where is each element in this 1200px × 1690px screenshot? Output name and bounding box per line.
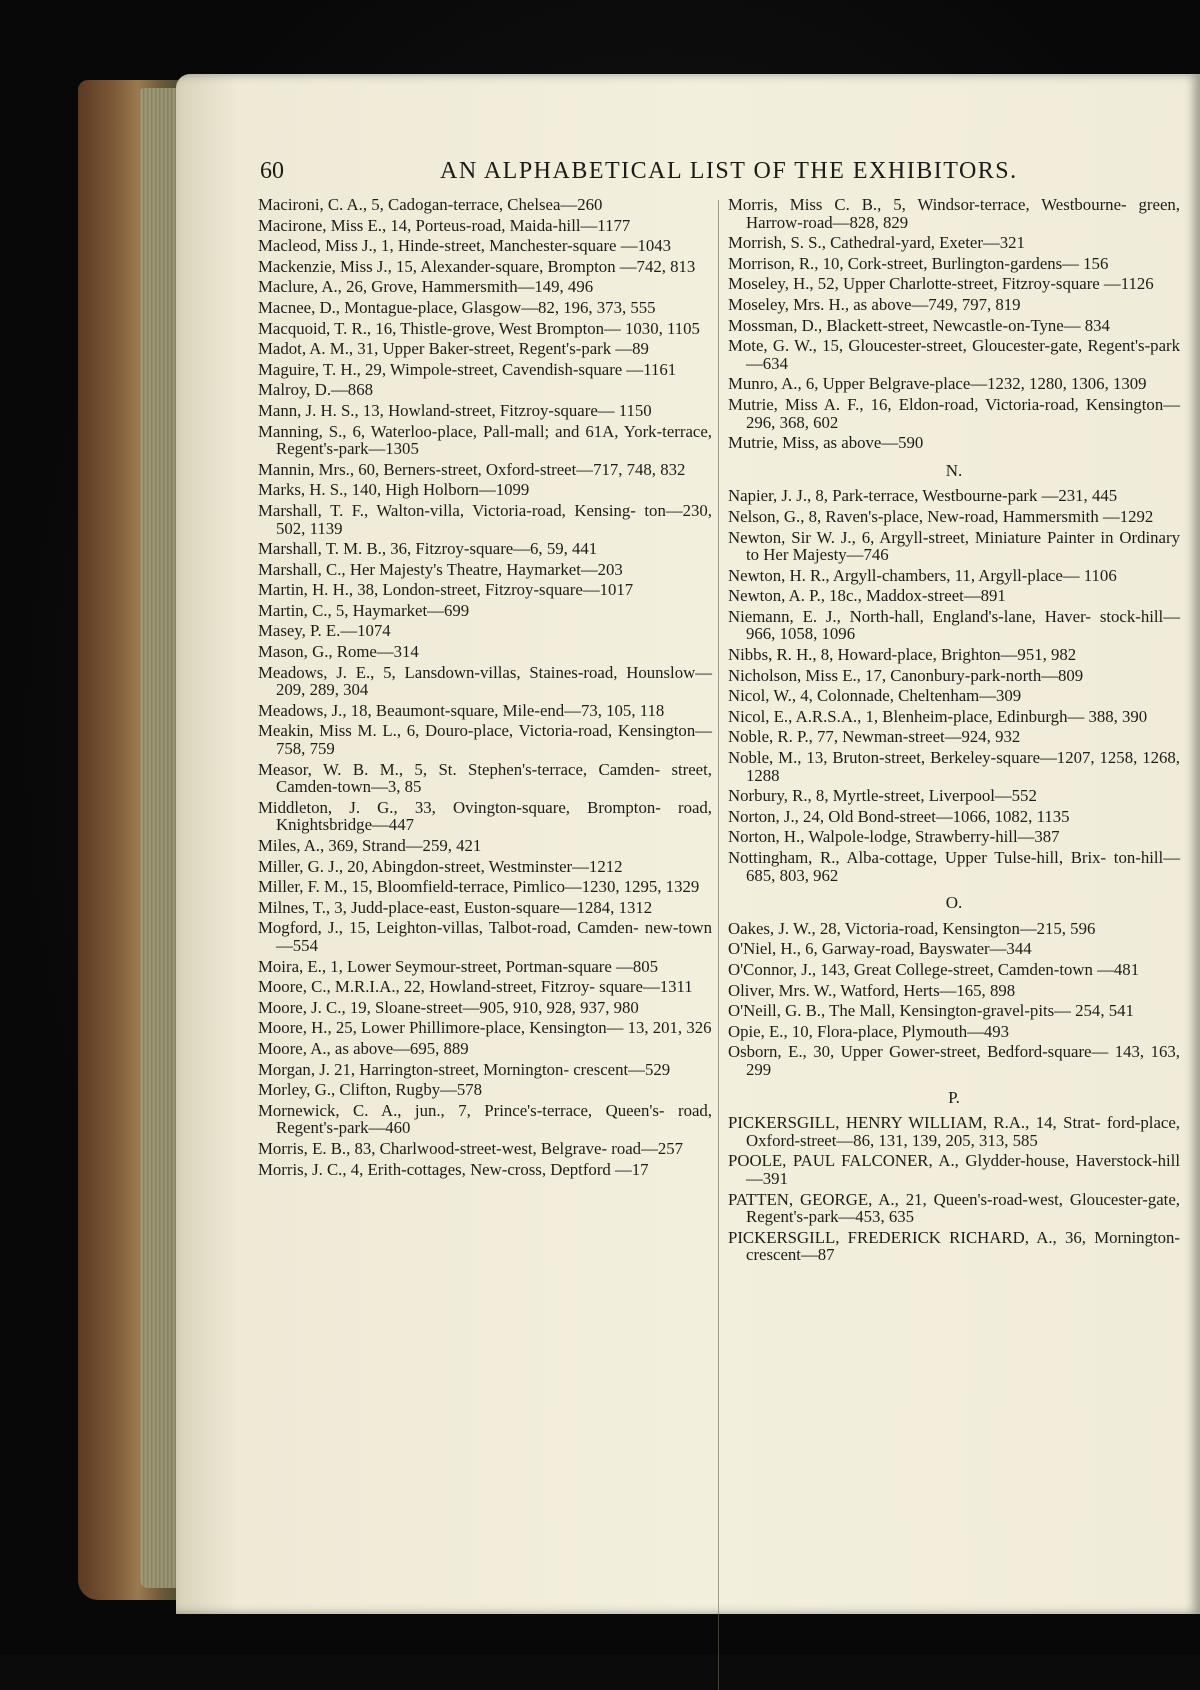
exhibitor-entry: Mann, J. H. S., 13, Howland-street, Fitzroy-square— 1150 (258, 400, 652, 420)
exhibitor-entry: Marshall, T. F., Walton-villa, Victoria-road, Kensing- ton—230, 502, 1139 (258, 500, 712, 538)
exhibitor-entry: Miller, G. J., 20, Abingdon-street, Westminster—1212 (258, 856, 623, 876)
exhibitor-entry: Nelson, G., 8, Raven's-place, New-road, Hammersmith —1292 (728, 506, 1154, 526)
exhibitor-entry: Morris, E. B., 83, Charlwood-street-west, Belgrave- road—257 (258, 1138, 684, 1158)
exhibitor-entry: Nicol, E., A.R.S.A., 1, Blenheim-place, Edinburgh— 388, 390 (728, 706, 1148, 726)
exhibitor-entry: Oakes, J. W., 28, Victoria-road, Kensington—215, 596 (728, 918, 1096, 938)
exhibitor-entry: Moseley, Mrs. H., as above—749, 797, 819 (728, 294, 1021, 314)
exhibitor-entry: Miller, F. M., 15, Bloomfield-terrace, Pimlico—1230, 1295, 1329 (258, 877, 700, 897)
section-letter: O. (945, 893, 963, 913)
exhibitor-entry: PICKERSGILL, HENRY WILLIAM, R.A., 14, Strat- ford-place, Oxford-street—86, 131, 139, 205, 313, 585 (728, 1113, 1180, 1150)
exhibitor-entry: Noble, R. P., 77, Newman-street—924, 932 (728, 727, 1021, 747)
exhibitor-entry: Osborn, E., 30, Upper Gower-street, Bedford-square— 143, 163, 299 (728, 1042, 1180, 1079)
exhibitor-entry: Macironi, C. A., 5, Cadogan-terrace, Chelsea—260 (258, 195, 603, 214)
exhibitor-entry: O'Neill, G. B., The Mall, Kensington-gravel-pits— 254, 541 (728, 1001, 1134, 1021)
page-header (260, 158, 1020, 192)
exhibitor-entry: Norton, H., Walpole-lodge, Strawberry-hill—387 (728, 827, 1060, 847)
exhibitor-entry: Masey, P. E.—1074 (258, 621, 391, 641)
exhibitor-entry: POOLE, PAUL FALCONER, A., Glydder-house, Haverstock-hill—391 (728, 1151, 1180, 1188)
page-stack-edges (140, 88, 180, 1588)
exhibitor-entry: Newton, H. R., Argyll-chambers, 11, Argyll-place— 1106 (728, 565, 1117, 585)
exhibitor-entry: Morrison, R., 10, Cork-street, Burlington-gardens— 156 (728, 253, 1109, 273)
exhibitor-entry: Measor, W. B. M., 5, St. Stephen's-terrace, Camden- street, Camden-town—3, 85 (258, 759, 712, 797)
section-letter: P. (948, 1087, 960, 1107)
right-column (728, 196, 1180, 1267)
exhibitor-entry: Opie, E., 10, Flora-place, Plymouth—493 (728, 1021, 1010, 1041)
exhibitor-entry: Oliver, Mrs. W., Watford, Herts—165, 898 (728, 980, 1016, 1000)
exhibitor-entry: Mornewick, C. A., jun., 7, Prince's-terrace, Queen's- road, Regent's-park—460 (258, 1100, 712, 1138)
column-divider (718, 200, 719, 1690)
exhibitor-entry: Middleton, J. G., 33, Ovington-square, Brompton- road, Knightsbridge—447 (258, 797, 712, 835)
exhibitor-entry: Moore, J. C., 19, Sloane-street—905, 910, 928, 937, 980 (258, 997, 639, 1017)
exhibitor-entry: Mutrie, Miss A. F., 16, Eldon-road, Victoria-road, Kensington—296, 368, 602 (728, 394, 1180, 432)
exhibitor-entry: Martin, C., 5, Haymarket—699 (258, 600, 470, 620)
exhibitor-entry: Napier, J. J., 8, Park-terrace, Westbourne-park —231, 445 (728, 486, 1118, 506)
exhibitor-entry: Macleod, Miss J., 1, Hinde-street, Manchester-square —1043 (258, 236, 672, 256)
exhibitor-entry: Norton, J., 24, Old Bond-street—1066, 1082, 1135 (728, 806, 1070, 826)
exhibitor-entry: Manning, S., 6, Waterloo-place, Pall-mall; and 61A, York-terrace, Regent's-park—1305 (258, 421, 712, 459)
exhibitor-entry: Niemann, E. J., North-hall, England's-lane, Haver- stock-hill—966, 1058, 1096 (728, 606, 1180, 644)
exhibitor-entry: Mote, G. W., 15, Gloucester-street, Gloucester-gate, Regent's-park—634 (728, 336, 1180, 373)
exhibitor-entry: PATTEN, GEORGE, A., 21, Queen's-road-west, Gloucester-gate, Regent's-park—453, 635 (728, 1189, 1180, 1227)
exhibitor-entry: Macirone, Miss E., 14, Porteus-road, Maida-hill—1177 (258, 215, 631, 235)
exhibitor-entry: Maclure, A., 26, Grove, Hammersmith—149, 496 (258, 277, 594, 297)
exhibitor-entry: Newton, Sir W. J., 6, Argyll-street, Miniature Painter in Ordinary to Her Majesty—746 (728, 527, 1180, 565)
exhibitor-entry: Morgan, J. 21, Harrington-street, Mornington- crescent—529 (258, 1059, 671, 1079)
exhibitor-entry: Morley, G., Clifton, Rugby—578 (258, 1080, 483, 1100)
exhibitor-entry: Marshall, C., Her Majesty's Theatre, Haymarket—203 (258, 559, 623, 579)
exhibitor-entry: Marks, H. S., 140, High Holborn—1099 (258, 480, 530, 500)
exhibitor-entry: Norbury, R., 8, Myrtle-street, Liverpool—552 (728, 786, 1037, 806)
exhibitor-entry: Meadows, J. E., 5, Lansdown-villas, Staines-road, Hounslow—209, 289, 304 (258, 662, 712, 700)
exhibitor-entry: Moseley, H., 52, Upper Charlotte-street, Fitzroy-square —1126 (728, 274, 1154, 294)
exhibitor-entry: Mutrie, Miss, as above—590 (728, 433, 924, 453)
exhibitor-entry: Macquoid, T. R., 16, Thistle-grove, West Brompton— 1030, 1105 (258, 318, 700, 338)
exhibitor-entry: Nicholson, Miss E., 17, Canonbury-park-north—809 (728, 665, 1084, 685)
exhibitor-entry: Mackenzie, Miss J., 15, Alexander-square, Brompton —742, 813 (258, 256, 696, 276)
exhibitor-entry: Nicol, W., 4, Colonnade, Cheltenham—309 (728, 686, 1022, 706)
exhibitor-entry: Morris, J. C., 4, Erith-cottages, New-cross, Deptford —17 (258, 1159, 649, 1179)
left-column (258, 196, 712, 1181)
exhibitor-entry: Moore, H., 25, Lower Phillimore-place, Kensington— 13, 201, 326 (258, 1018, 712, 1038)
exhibitor-entry: Morrish, S. S., Cathedral-yard, Exeter—321 (728, 233, 1025, 253)
exhibitor-entry: Mogford, J., 15, Leighton-villas, Talbot-road, Camden- new-town—554 (258, 918, 712, 955)
exhibitor-entry: Meakin, Miss M. L., 6, Douro-place, Victoria-road, Kensington—758, 759 (258, 721, 712, 759)
exhibitor-entry: Meadows, J., 18, Beaumont-square, Mile-end—73, 105, 118 (258, 700, 665, 720)
exhibitor-entry: Malroy, D.—868 (258, 380, 373, 400)
running-title: AN ALPHABETICAL LIST OF THE EXHIBITORS. (440, 158, 1018, 184)
page-number: 60 (260, 158, 284, 184)
exhibitor-entry: Noble, M., 13, Bruton-street, Berkeley-square—1207, 1258, 1268, 1288 (728, 748, 1180, 785)
exhibitor-entry: Madot, A. M., 31, Upper Baker-street, Regent's-park —89 (258, 339, 649, 359)
exhibitor-entry: Miles, A., 369, Strand—259, 421 (258, 836, 482, 855)
exhibitor-entry: Martin, H. H., 38, London-street, Fitzroy-square—1017 (258, 580, 634, 600)
exhibitor-entry: PICKERSGILL, FREDERICK RICHARD, A., 36, Mornington-crescent—87 (728, 1227, 1180, 1265)
exhibitor-entry: Macnee, D., Montague-place, Glasgow—82, 196, 373, 555 (258, 297, 656, 317)
exhibitor-entry: Moira, E., 1, Lower Seymour-street, Portman-square —805 (258, 956, 658, 976)
exhibitor-entry: Munro, A., 6, Upper Belgrave-place—1232, 1280, 1306, 1309 (728, 374, 1147, 394)
exhibitor-entry: Morris, Miss C. B., 5, Windsor-terrace, Westbourne- green, Harrow-road—828, 829 (728, 195, 1180, 232)
section-letter: N. (945, 460, 963, 480)
exhibitor-entry: Newton, A. P., 18c., Maddox-street—891 (728, 586, 1006, 606)
exhibitor-entry: Mason, G., Rome—314 (258, 642, 419, 662)
exhibitor-entry: Milnes, T., 3, Judd-place-east, Euston-square—1284, 1312 (258, 897, 653, 917)
exhibitor-entry: Mannin, Mrs., 60, Berners-street, Oxford-street—717, 748, 832 (258, 459, 686, 479)
exhibitor-entry: Moore, C., M.R.I.A., 22, Howland-street, Fitzroy- square—1311 (258, 977, 693, 997)
exhibitor-entry: Nibbs, R. H., 8, Howard-place, Brighton—951, 982 (728, 645, 1077, 665)
exhibitor-entry: Mossman, D., Blackett-street, Newcastle-on-Tyne— 834 (728, 315, 1110, 335)
exhibitor-entry: Nottingham, R., Alba-cottage, Upper Tulse-hill, Brix- ton-hill—685, 803, 962 (728, 848, 1180, 885)
exhibitor-entry: Marshall, T. M. B., 36, Fitzroy-square—6, 59, 441 (258, 539, 598, 559)
exhibitor-entry: O'Niel, H., 6, Garway-road, Bayswater—344 (728, 939, 1032, 959)
exhibitor-entry: O'Connor, J., 143, Great College-street, Camden-town —481 (728, 959, 1140, 979)
exhibitor-entry: Moore, A., as above—695, 889 (258, 1038, 469, 1058)
exhibitor-entry: Maguire, T. H., 29, Wimpole-street, Cavendish-square —1161 (258, 359, 677, 379)
